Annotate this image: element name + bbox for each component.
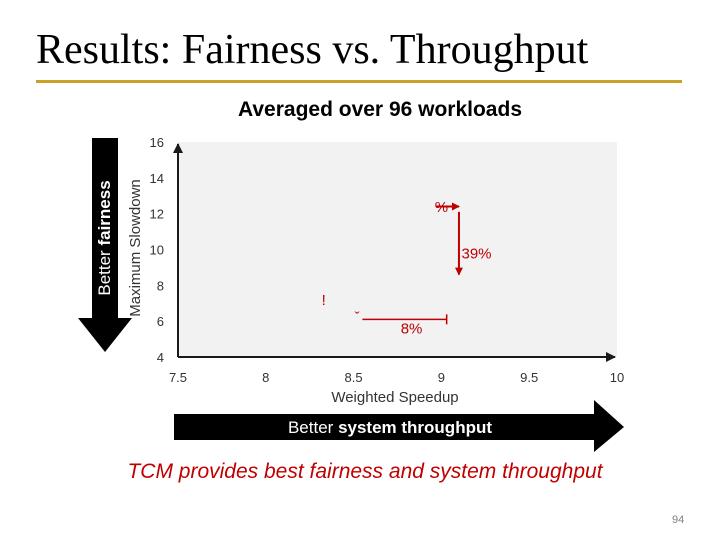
y-tick-label: 8 — [156, 278, 164, 294]
x-tick-label: 8 — [262, 370, 270, 385]
annotation-label: 8% — [400, 320, 423, 338]
y-tick-label: 10 — [149, 242, 164, 258]
y-tick-label: 14 — [149, 170, 164, 186]
x-tick-label: 10 — [609, 370, 625, 385]
better-fairness-arrow — [78, 138, 132, 352]
x-tick-label: 9 — [437, 370, 446, 385]
better-fairness-label: Better fairness — [95, 180, 114, 296]
plot-area — [178, 142, 617, 357]
x-tick-labels — [169, 370, 624, 385]
chart-subtitle: Averaged over 96 workloads — [237, 98, 522, 121]
slide-title: Results: Fairness vs. Throughput — [36, 27, 589, 73]
better-throughput-arrow — [174, 400, 624, 452]
caption: TCM provides best fairness and system throughput — [127, 460, 603, 483]
x-tick-label: 8.5 — [344, 370, 363, 385]
y-tick-label: 6 — [156, 314, 164, 330]
x-tick-label: 7.5 — [168, 370, 188, 385]
annotation-label: ! — [321, 292, 326, 310]
y-tick-label: 4 — [156, 350, 164, 365]
y-tick-label: 16 — [149, 135, 164, 150]
y-tick-labels — [150, 135, 164, 365]
annotation-label: ˇ — [354, 309, 360, 327]
annotation-label: 39% — [461, 245, 492, 263]
y-tick-label: 12 — [149, 206, 164, 222]
page-number: 94 — [672, 514, 685, 526]
x-tick-label: 9.5 — [520, 370, 539, 385]
x-axis-title: Weighted Speedup — [331, 389, 459, 406]
better-throughput-label: Better system throughput — [287, 418, 493, 437]
y-axis-title: Maximum Slowdown — [127, 179, 144, 317]
annotation-label: % — [434, 198, 449, 216]
